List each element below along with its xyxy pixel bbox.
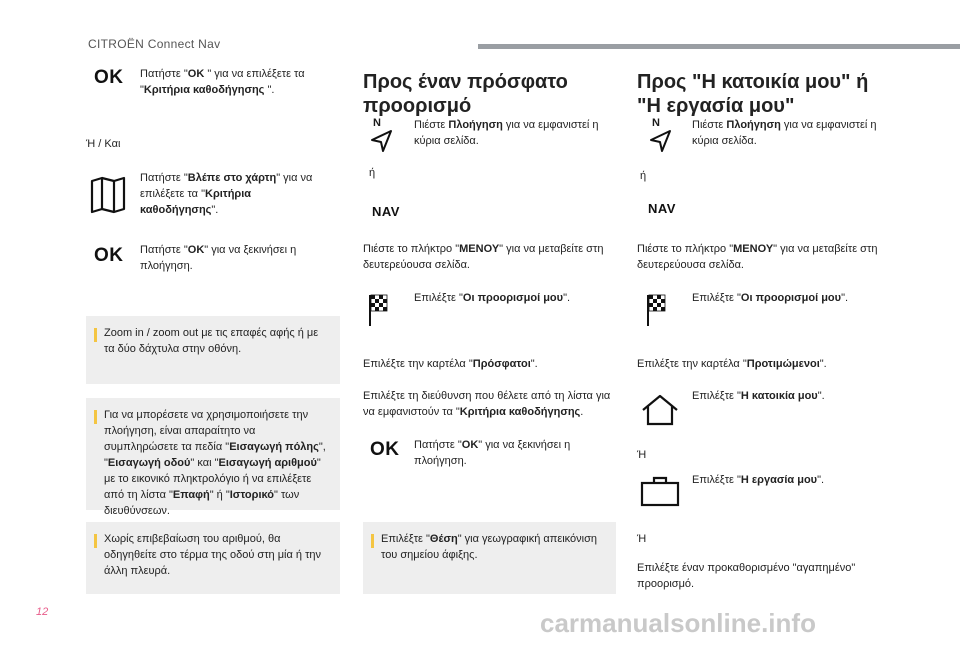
or-label: ή [369, 167, 376, 179]
checkered-flag-icon [368, 293, 390, 332]
header-rule [478, 44, 960, 49]
or-label-4: Ή [637, 533, 647, 545]
ok-instruction-1: Πατήστε "OK " για να επιλέξετε τα "Κριτήρια καθοδήγησης ". [140, 68, 305, 96]
nav-instruction-2: Πιέστε Πλοήγηση για να εμφανιστεί η κύρια σελίδα. [692, 119, 877, 147]
section-title-home-work: Προς "Η κατοικία μου" ή "Η εργασία μου" [637, 71, 869, 117]
address-instruction: Επιλέξτε τη διεύθυνση που θέλετε από τη λίστα για να εμφανιστούν τα "Κριτήρια καθοδήγησης. [363, 390, 611, 418]
or-label-3: Ή [637, 449, 647, 461]
navigation-icon [369, 118, 395, 158]
home-instruction: Επιλέξτε "Η κατοικία μου". [692, 390, 825, 402]
note-position-text: Επιλέξτε "Θέση" για γεωγραφική απεικόνιση του σημείου άφιξης. [381, 533, 597, 561]
navigation-arrow-icon [648, 129, 674, 153]
destinations-instruction-2: Επιλέξτε "Οι προορισμοί μου". [692, 292, 849, 304]
note-address-text: Για να μπορέσετε να χρησιμοποιήσετε την πλοήγηση, είναι απαραίτητο να συμπληρώσετε τα πεδία "Εισαγωγή πόλης", "Εισαγωγή οδού" και "Εισαγωγή αριθμού" με το εικονικό πληκτρολόγιο ή να επιλέξετε από τη λίστα "Επαφή" ή "Ιστορικό" των διευθύνσεων. [104, 409, 326, 517]
ok-instruction-3: Πατήστε "OK" για να ξεκινήσει η πλοήγηση. [414, 439, 571, 467]
north-letter: N [373, 117, 381, 129]
navigation-arrow-icon [369, 129, 395, 153]
nav-button-icon-2: NAV [648, 201, 676, 216]
recent-tab-instruction: Επιλέξτε την καρτέλα "Πρόσφατοι". [363, 358, 538, 370]
ok-icon: OK [94, 67, 124, 88]
menu-instruction-2: Πιέστε το πλήκτρο "ΜΕΝΟΥ" για να μεταβείτε στη δευτερεύουσα σελίδα. [637, 243, 878, 271]
map-instruction: Πατήστε "Βλέπε στο χάρτη" για να επιλέξετε τα "Κριτήρια καθοδήγησης". [140, 172, 313, 216]
or-and-label: Ή / Και [86, 138, 121, 150]
checkered-flag-icon-2 [646, 293, 668, 332]
note-marker-icon [94, 328, 97, 342]
watermark-text: carmanualsonline.info [540, 608, 816, 638]
home-icon [640, 393, 680, 432]
note-number-text: Χωρίς επιβεβαίωση του αριθμού, θα οδηγηθείτε στο τέρμα της οδού στη μία ή την άλλη πλευρά. [104, 533, 322, 577]
section-title-recent-destination: Προς έναν πρόσφατο προορισμό [363, 71, 568, 117]
work-briefcase-icon [640, 475, 680, 512]
page-number: 12 [36, 606, 49, 618]
north-letter: N [652, 117, 660, 129]
or-label-2: ή [640, 170, 647, 182]
favourites-tab-instruction: Επιλέξτε την καρτέλα "Προτιμώμενοι". [637, 358, 827, 370]
menu-instruction: Πιέστε το πλήκτρο "ΜΕΝΟΥ" για να μεταβείτε στη δευτερεύουσα σελίδα. [363, 243, 604, 271]
ok-instruction-2: Πατήστε "OK" για να ξεκινήσει η πλοήγηση. [140, 244, 297, 272]
destinations-instruction: Επιλέξτε "Οι προορισμοί μου". [414, 292, 571, 304]
note-marker-icon [371, 534, 374, 548]
favourite-destination-instruction: Επιλέξτε έναν προκαθορισμένο "αγαπημένο" προορισμό. [637, 562, 856, 590]
nav-instruction: Πιέστε Πλοήγηση για να εμφανιστεί η κύρια σελίδα. [414, 119, 599, 147]
ok-icon-3: OK [370, 439, 400, 460]
note-position [363, 522, 616, 594]
note-zoom-text: Zoom in / zoom out με τις επαφές αφής ή με τα δύο δάχτυλα στην οθόνη. [104, 327, 319, 355]
note-address-fields [86, 398, 340, 517]
note-marker-icon [94, 410, 97, 424]
nav-button-icon: NAV [372, 204, 400, 219]
note-zoom [86, 316, 340, 384]
document-header-title: CITROËN Connect Nav [88, 37, 221, 51]
note-number-confirmation [86, 522, 340, 594]
note-marker-icon [94, 534, 97, 548]
navigation-icon-2 [648, 118, 674, 158]
ok-icon-2: OK [94, 245, 124, 266]
work-instruction: Επιλέξτε "Η εργασία μου". [692, 474, 825, 486]
map-view-icon [89, 176, 127, 219]
